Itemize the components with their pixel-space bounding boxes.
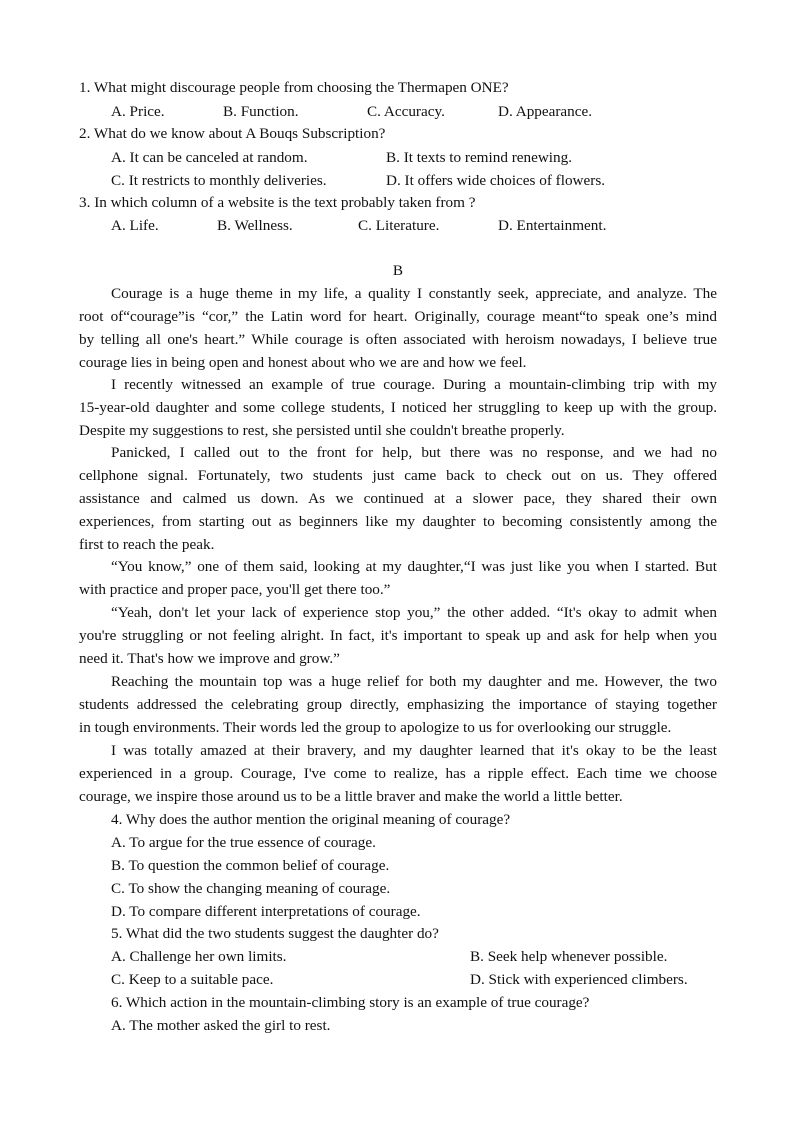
- passage-line: Despite my suggestions to rest, she persisted until she couldn't breathe properly.: [79, 422, 565, 439]
- q5-option-b: B. Seek help whenever possible.: [470, 948, 668, 965]
- passage-line: courage, we inspire those around us to be a little braver and make the world a little better.: [79, 788, 623, 805]
- q1-option-c: C. Accuracy.: [367, 103, 445, 120]
- passage-line: students addressed the celebrating group directly, emphasizing the importance of staying together: [79, 696, 717, 713]
- passage-line: first to reach the peak.: [79, 536, 215, 553]
- q4-option-d: D. To compare different interpretations of courage.: [111, 903, 421, 920]
- q5-stem: 5. What did the two students suggest the daughter do?: [111, 925, 439, 942]
- q5-option-a: A. Challenge her own limits.: [111, 948, 287, 965]
- q4-option-c: C. To show the changing meaning of courage.: [111, 880, 391, 897]
- q6-option-a: A. The mother asked the girl to rest.: [111, 1017, 331, 1034]
- passage-line: cellphone signal. Fortunately, two students just came back to check out on us. They offered: [79, 467, 717, 484]
- passage-line: by telling all one's heart.” While courage is often associated with heroism nowadays, I believe true: [79, 331, 717, 348]
- q2-stem: 2. What do we know about A Bouqs Subscription?: [79, 125, 386, 142]
- q3-stem: 3. In which column of a website is the text probably taken from ?: [79, 194, 476, 211]
- q4-option-b: B. To question the common belief of courage.: [111, 857, 390, 874]
- passage-line: Panicked, I called out to the front for help, but there was no response, and we had no: [111, 444, 717, 461]
- passage-line: you're struggling or not feeling alright. In fact, it's important to speak up and ask for help when you: [79, 627, 717, 644]
- q4-stem: 4. Why does the author mention the original meaning of courage?: [111, 811, 511, 828]
- passage-line: need it. That's how we improve and grow.”: [79, 650, 340, 667]
- passage-line: I was totally amazed at their bravery, and my daughter learned that it's okay to be the least: [111, 742, 717, 759]
- passage-line: root of“courage”is “cor,” the Latin word for heart. Originally, courage meant“to speak one’s mind: [79, 308, 717, 325]
- q3-option-a: A. Life.: [111, 217, 159, 234]
- q3-option-c: C. Literature.: [358, 217, 440, 234]
- q1-option-b: B. Function.: [223, 103, 299, 120]
- passage-line: courage lies in being open and honest about who we are and how we feel.: [79, 354, 527, 371]
- passage-line: I recently witnessed an example of true courage. During a mountain-climbing trip with my: [111, 376, 717, 393]
- q1-option-a: A. Price.: [111, 103, 165, 120]
- passage-line: 15-year-old daughter and some college students, I noticed her struggling to keep up with the group.: [79, 399, 717, 416]
- passage-line: “Yeah, don't let your lack of experience stop you,” the other added. “It's okay to admit when: [111, 604, 717, 621]
- passage-line: assistance and calmed us down. As we continued at a slower pace, they shared their own: [79, 490, 717, 507]
- q1-option-d: D. Appearance.: [498, 103, 593, 120]
- passage-line: experienced in a group. Courage, I've come to realize, has a ripple effect. Each time we choose: [79, 765, 717, 782]
- passage-line: “You know,” one of them said, looking at my daughter,“I was just like you when I started. But: [111, 558, 717, 575]
- passage-line: with practice and proper pace, you'll get there too.”: [79, 581, 391, 598]
- q2-option-c: C. It restricts to monthly deliveries.: [111, 172, 327, 189]
- passage-line: in tough environments. Their words led the group to apologize to us for overlooking our struggle.: [79, 719, 672, 736]
- q4-option-a: A. To argue for the true essence of courage.: [111, 834, 376, 851]
- section-b-heading: B: [392, 262, 404, 279]
- q5-option-d: D. Stick with experienced climbers.: [470, 971, 688, 988]
- q2-option-b: B. It texts to remind renewing.: [386, 149, 573, 166]
- passage-line: Reaching the mountain top was a huge relief for both my daughter and me. However, the two: [111, 673, 717, 690]
- q1-stem: 1. What might discourage people from choosing the Thermapen ONE?: [79, 79, 509, 96]
- passage-line: Courage is a huge theme in my life, a quality I constantly seek, appreciate, and analyze. The: [111, 285, 717, 302]
- q3-option-b: B. Wellness.: [217, 217, 293, 234]
- q2-option-a: A. It can be canceled at random.: [111, 149, 308, 166]
- q6-stem: 6. Which action in the mountain-climbing story is an example of true courage?: [111, 994, 590, 1011]
- q3-option-d: D. Entertainment.: [498, 217, 607, 234]
- q2-option-d: D. It offers wide choices of flowers.: [386, 172, 606, 189]
- passage-line: experiences, from starting out as beginners like my daughter to becoming consistently among the: [79, 513, 717, 530]
- q5-option-c: C. Keep to a suitable pace.: [111, 971, 274, 988]
